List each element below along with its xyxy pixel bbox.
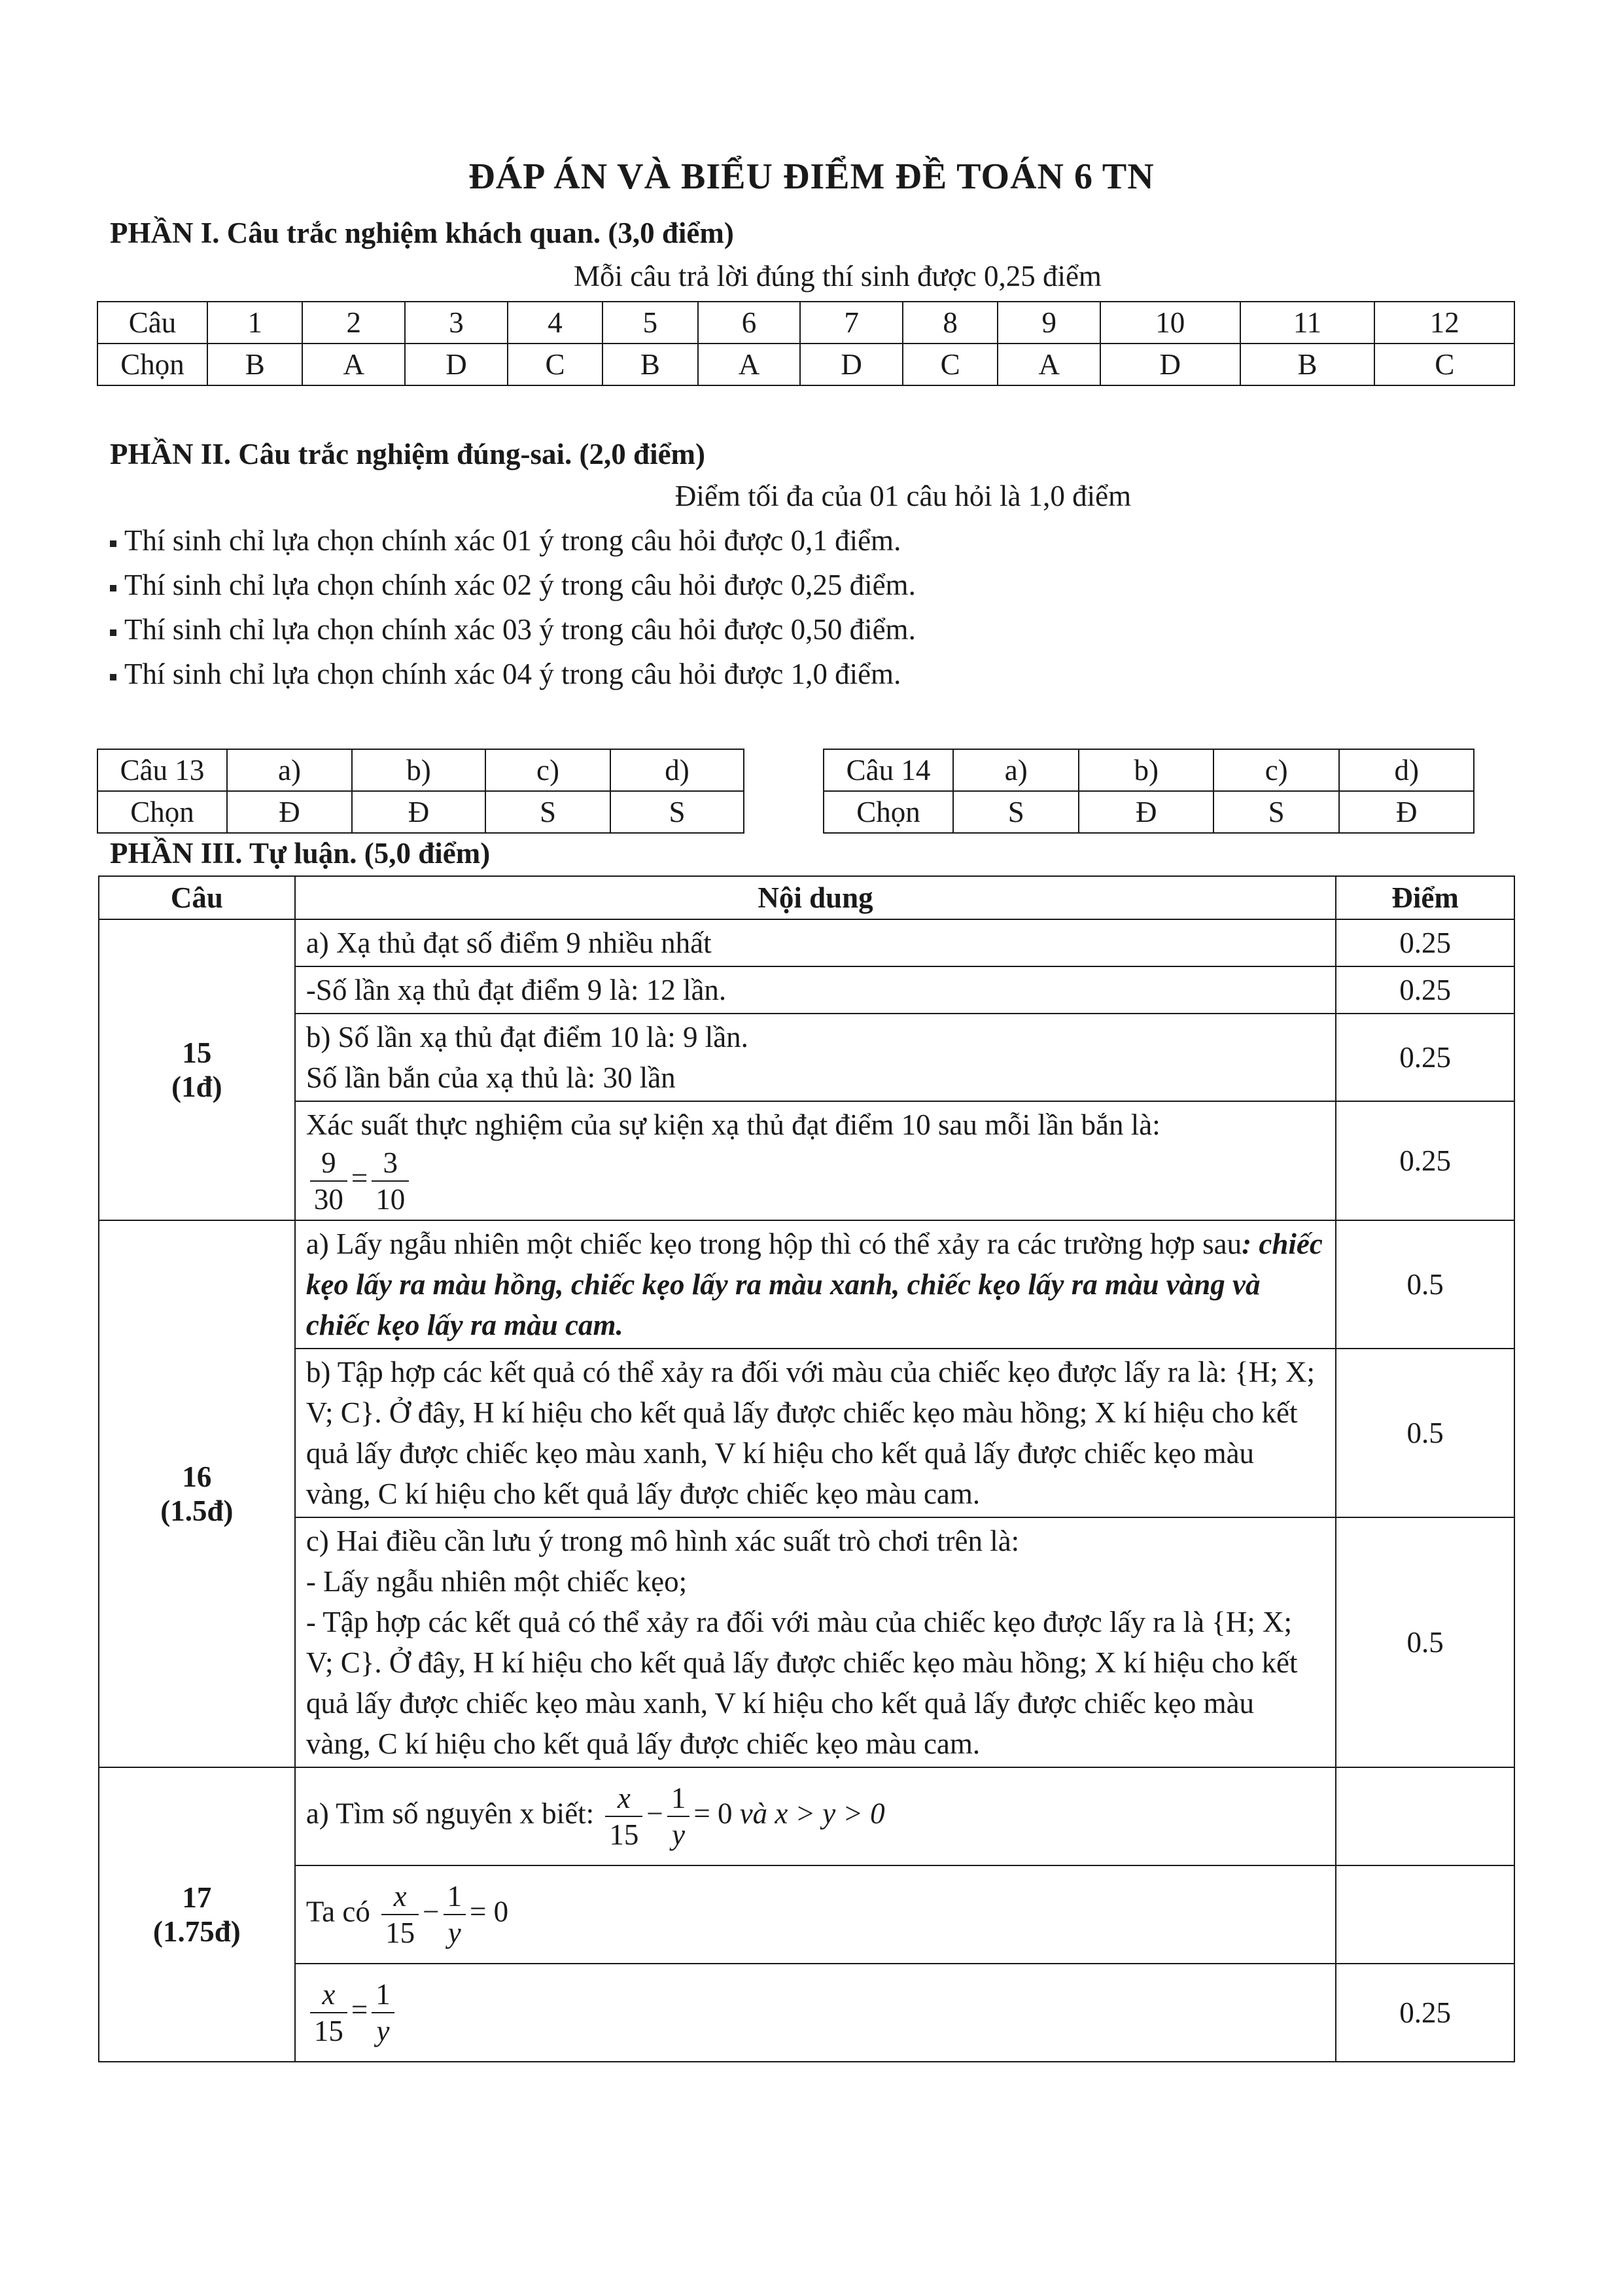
answer-cell: S — [610, 791, 744, 833]
score-cell: 0.5 — [1336, 1349, 1514, 1517]
q15-row-prob — [295, 1101, 1336, 1220]
answer-cell: Đ — [227, 791, 352, 833]
document-title: ĐÁP ÁN VÀ BIỂU ĐIỂM ĐỀ TOÁN 6 TN — [468, 156, 1155, 197]
question-number: 2 — [302, 302, 405, 344]
answer-cell: B — [207, 344, 302, 385]
question-number: 9 — [998, 302, 1100, 344]
part1-row-label: Câu — [97, 302, 207, 344]
score-cell: 0.25 — [1336, 919, 1514, 966]
q16-label — [99, 1220, 295, 1767]
answer-cell: B — [602, 344, 697, 385]
fraction: $\frac{x}{15}$ — [310, 1977, 347, 2049]
fraction: $\frac{9}{30}$ — [310, 1145, 347, 1217]
part-label: a) — [227, 749, 352, 791]
q14-label: Câu 14 — [824, 749, 953, 791]
answer-cell: S — [953, 791, 1079, 833]
header-score: Điểm — [1336, 876, 1514, 919]
score-cell: 0.25 — [1336, 1014, 1514, 1101]
text-line: Số lần bắn của xạ thủ là: 30 lần — [305, 1061, 676, 1094]
score-cell-empty — [1336, 1865, 1514, 1964]
bullet-icon — [110, 540, 116, 547]
score-cell-empty — [1336, 1767, 1514, 1865]
answer-cell: B — [1240, 344, 1375, 385]
fraction: $\frac{1}{y}$ — [372, 1977, 394, 2049]
part-label: c) — [485, 749, 610, 791]
question-number: 3 — [405, 302, 508, 344]
answer-cell: C — [508, 344, 602, 385]
answer-cell: A — [698, 344, 801, 385]
answer-cell: A — [998, 344, 1100, 385]
part1-row-label: Chọn — [97, 344, 207, 385]
part1-answer-table — [97, 301, 1515, 386]
answer-cell: A — [302, 344, 405, 385]
q13-choose-label: Chọn — [97, 791, 227, 833]
q17-label — [99, 1767, 295, 2062]
part-label: c) — [1213, 749, 1339, 791]
answer-cell: C — [903, 344, 998, 385]
question-points: (1.5đ) — [160, 1494, 234, 1527]
question-number: 12 — [1374, 302, 1514, 344]
fraction: $\frac{x}{15}$ — [605, 1780, 642, 1852]
question-points: (1.75đ) — [153, 1915, 241, 1948]
part2-heading: PHẦN II. Câu trắc nghiệm đúng-sai. (2,0 điểm) — [110, 438, 706, 470]
question-number: 5 — [602, 302, 697, 344]
part2-note: Điểm tối đa của 01 câu hỏi là 1,0 điểm — [674, 480, 1132, 512]
q17-row-c: $\frac{x}{15}$ = $\frac{1}{y}$ — [295, 1964, 1336, 2062]
part3-table — [98, 875, 1515, 2062]
text-line: Xác suất thực nghiệm của sự kiện xạ thủ đạt điểm 10 sau mỗi lần bắn là: — [305, 1108, 1161, 1141]
score-cell: 0.25 — [1336, 966, 1514, 1014]
part-label: a) — [953, 749, 1079, 791]
q15-row-a2: -Số lần xạ thủ đạt điểm 9 là: 12 lần. — [295, 966, 1336, 1014]
question-number: 10 — [1100, 302, 1240, 344]
bullet-icon — [110, 585, 116, 592]
question-number: 8 — [903, 302, 998, 344]
q13-label: Câu 13 — [97, 749, 227, 791]
score-cell: 0.25 — [1336, 1964, 1514, 2062]
answer-cell: Đ — [352, 791, 485, 833]
answer-cell: Đ — [1079, 791, 1213, 833]
answer-cell: C — [1374, 344, 1514, 385]
answer-cell: S — [1213, 791, 1339, 833]
q14-choose-label: Chọn — [824, 791, 953, 833]
q16-row-c — [295, 1517, 1336, 1767]
question-points: (1đ) — [171, 1070, 222, 1103]
fraction: $\frac{1}{y}$ — [444, 1879, 466, 1951]
score-cell: 0.5 — [1336, 1517, 1514, 1767]
part-label: d) — [1339, 749, 1474, 791]
part-label: d) — [610, 749, 744, 791]
part-label: b) — [1079, 749, 1213, 791]
text-line: - Tập hợp các kết quả có thể xảy ra đối với màu của chiếc kẹo được lấy ra là {H; X; V; C}. Ở đây, H kí hiệu cho kết quả lấy được chiếc kẹo màu hồng; X kí hiệu cho kết quả lấy được chiếc kẹo màu xanh, V kí hiệu cho kết quả lấy được chiếc kẹo màu vàng, C kí hiệu cho kết quả lấy được chiếc kẹo màu cam. — [305, 1606, 1298, 1760]
bullet-text: Thí sinh chỉ lựa chọn chính xác 02 ý trong câu hỏi được 0,25 điểm. — [124, 569, 916, 601]
header-question: Câu — [99, 876, 295, 919]
bullet-text: Thí sinh chỉ lựa chọn chính xác 01 ý trong câu hỏi được 0,1 điểm. — [124, 524, 901, 557]
bullet-icon — [110, 674, 116, 680]
question-number: 11 — [1240, 302, 1375, 344]
answer-cell: D — [1100, 344, 1240, 385]
part3-heading: PHẦN III. Tự luận. (5,0 điểm) — [110, 837, 491, 870]
text-line: b) Số lần xạ thủ đạt điểm 10 là: 9 lần. — [305, 1021, 748, 1053]
part2-bullet — [110, 568, 916, 602]
fraction: $\frac{3}{10}$ — [372, 1145, 409, 1217]
answer-cell: D — [800, 344, 903, 385]
q15-row-b — [295, 1014, 1336, 1101]
question-number: 4 — [508, 302, 602, 344]
fraction: $\frac{1}{y}$ — [667, 1780, 690, 1852]
part1-note: Mỗi câu trả lời đúng thí sinh được 0,25 điểm — [574, 260, 1102, 292]
q16-row-b: b) Tập hợp các kết quả có thể xảy ra đối với màu của chiếc kẹo được lấy ra là: {H; X; V; C}. Ở đây, H kí hiệu cho kết quả lấy được chiếc kẹo màu hồng; X kí hiệu cho kết quả lấy được chiếc kẹo màu xanh, V kí hiệu cho kết quả lấy được chiếc kẹo màu vàng, C kí hiệu cho kết quả lấy được chiếc kẹo màu cam. — [295, 1349, 1336, 1517]
question-number: 16 — [182, 1460, 212, 1493]
score-cell: 0.25 — [1336, 1101, 1514, 1220]
question-number: 6 — [698, 302, 801, 344]
q17-row-b: Ta có $\frac{x}{15}$ − $\frac{1}{y}$ = 0 — [295, 1865, 1336, 1964]
text-line: - Lấy ngẫu nhiên một chiếc kẹo; — [305, 1565, 688, 1598]
header-content: Nội dung — [295, 876, 1336, 919]
question-number: 7 — [800, 302, 903, 344]
part1-answer-row — [97, 344, 1514, 385]
q15-label — [99, 919, 295, 1220]
bullet-icon — [110, 629, 116, 636]
q13-table — [97, 749, 744, 834]
q15-row-a: a) Xạ thủ đạt số điểm 9 nhiều nhất — [295, 919, 1336, 966]
part2-bullet — [110, 523, 901, 557]
part-label: b) — [352, 749, 485, 791]
question-number: 17 — [182, 1881, 212, 1914]
text-line: c) Hai điều cần lưu ý trong mô hình xác suất trò chơi trên là: — [305, 1525, 1020, 1557]
score-cell: 0.5 — [1336, 1220, 1514, 1349]
q16-row-a: a) Lấy ngẫu nhiên một chiếc kẹo trong hộp thì có thể xảy ra các trường hợp sau: chiếc kẹo lấy ra màu hồng, chiếc kẹo lấy ra màu xanh, chiếc kẹo lấy ra màu vàng và chiếc kẹo lấy ra màu cam. — [295, 1220, 1336, 1349]
q17-row-a: a) Tìm số nguyên x biết: $\frac{x}{15}$ − $\frac{1}{y}$ = 0 và x > y > 0 — [295, 1767, 1336, 1865]
question-number: 15 — [182, 1036, 212, 1069]
part1-heading: PHẦN I. Câu trắc nghiệm khách quan. (3,0 điểm) — [110, 217, 734, 249]
answer-cell: Đ — [1339, 791, 1474, 833]
answer-cell: S — [485, 791, 610, 833]
question-number: 1 — [207, 302, 302, 344]
fraction-expression: $\frac{9}{30}$ = $\frac{3}{10}$ — [306, 1145, 1325, 1217]
q14-table — [823, 749, 1475, 834]
fraction: $\frac{x}{15}$ — [381, 1879, 419, 1951]
answer-cell: D — [405, 344, 508, 385]
part1-question-row — [97, 302, 1514, 344]
bullet-text: Thí sinh chỉ lựa chọn chính xác 04 ý trong câu hỏi được 1,0 điểm. — [124, 658, 901, 690]
bullet-text: Thí sinh chỉ lựa chọn chính xác 03 ý trong câu hỏi được 0,50 điểm. — [124, 613, 916, 646]
part2-bullet — [110, 612, 916, 646]
part2-bullet — [110, 657, 901, 691]
